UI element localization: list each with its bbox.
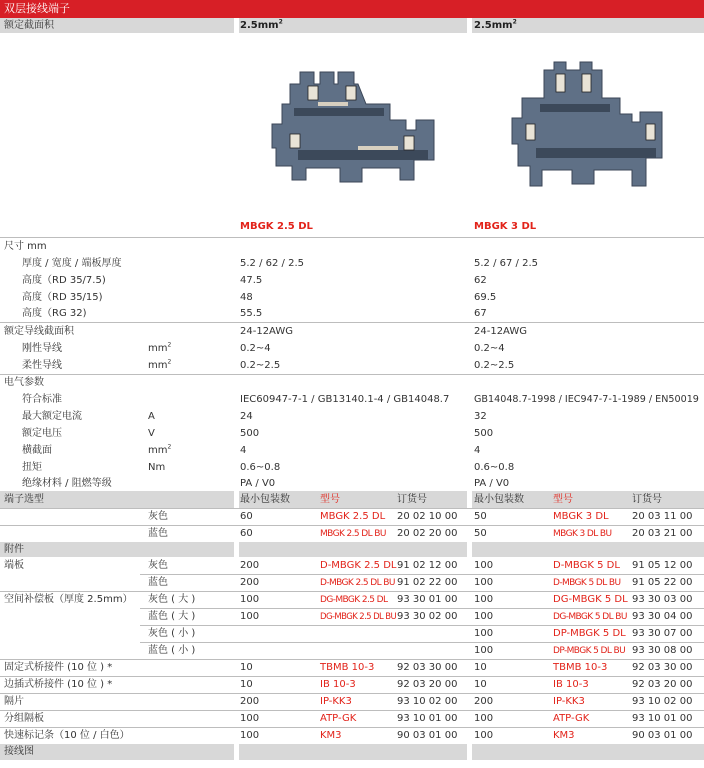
- endplate-row: 端板 灰色 200 D-MBGK 2.5 DL 91 02 12 00 100 D-MBGK 5 DL 91 05 12 00: [4, 560, 693, 571]
- spacer-row: 蓝色 ( 大 ) 100 DG-MBGK 2.5 DL BU 93 30 02 00 100 DG-MBGK 5 DL BU 93 30 04 00: [148, 611, 693, 622]
- elec-row: 最大额定电流 A 24 32: [22, 411, 487, 422]
- accessory-row: 边插式桥接件 (10 位 ) * 10 IB 10-3 92 03 20 00 10 IB 10-3 92 03 20 00: [4, 679, 693, 690]
- spacer-row: 空间补偿板（厚度 2.5mm） 灰色 ( 大 ) 100 DG-MBGK 2.5 DL 93 30 01 00 100 DG-MBGK 5 DL 93 30 03 00: [4, 594, 693, 605]
- wire-heading: 额定导线截面积 24-12AWG 24-12AWG: [4, 326, 527, 337]
- terminal-block-image-left: [258, 64, 448, 194]
- selection-header: 端子选型 最小包装数 型号 订货号 最小包装数 型号 订货号: [0, 491, 704, 508]
- dimensions-heading: 尺寸 mm: [4, 241, 47, 252]
- accessory-row: 隔片 200 IP-KK3 93 10 02 00 200 IP-KK3 93 10 02 00: [4, 696, 693, 707]
- dim-row: 高度（RD 35/7.5) 47.5 62: [22, 275, 487, 286]
- dim-row: 高度（RG 32) 55.5 67: [22, 308, 487, 319]
- spacer-row: 灰色 ( 小 ) 100 DP-MBGK 5 DL 93 30 07 00: [148, 628, 693, 639]
- elec-row: 额定电压 V 500 500: [22, 428, 494, 439]
- endplate-row: 蓝色 200 D-MBGK 2.5 DL BU 91 02 22 00 100 D-MBGK 5 DL BU 91 05 22 00: [148, 577, 693, 588]
- dim-row: 高度（RD 35/15) 48 69.5: [22, 292, 497, 303]
- product-name-col1: MBGK 2.5 DL: [240, 221, 313, 232]
- product-name-col2: MBGK 3 DL: [474, 221, 537, 232]
- wiring-diagram-header: 接线图: [0, 744, 704, 760]
- dim-row: 厚度 / 宽度 / 端板厚度 5.2 / 62 / 2.5 5.2 / 67 / 2.5: [22, 258, 538, 269]
- elec-row: 符合标准 IEC60947-7-1 / GB13140.1-4 / GB14048.7 GB14048.7-1998 / IEC947-7-1-1989 / EN50019: [22, 394, 699, 405]
- accessory-row: 快速标记条（10 位 / 白色） 100 KM3 90 03 01 00 100 KM3 90 03 01 00: [4, 730, 693, 741]
- electrical-heading: 电气参数: [4, 377, 44, 388]
- accessory-row: 分组隔板 100 ATP-GK 93 10 01 00 100 ATP-GK 93 10 01 00: [4, 713, 693, 724]
- terminal-block-image-right: [500, 58, 694, 198]
- wire-row: 柔性导线 $mm^2$ 0.2~2.5 0.2~2.5: [22, 358, 515, 371]
- accessory-row: 固定式桥接件 (10 位 ) * 10 TBMB 10-3 92 03 30 00 10 TBMB 10-3 92 03 30 00: [4, 662, 693, 673]
- elec-row: 横截面 $mm^2$ 4 4: [22, 443, 481, 456]
- selection-row: 灰色 60 MBGK 2.5 DL 20 02 10 00 50 MBGK 3 DL 20 03 11 00: [148, 511, 693, 522]
- header-col1: $2.5mm^2$: [240, 18, 283, 31]
- spacer-row: 蓝色 ( 小 ) 100 DP-MBGK 5 DL BU 93 30 08 00: [148, 645, 693, 656]
- header-col2: $2.5mm^2$: [474, 18, 517, 31]
- elec-row: 扭矩 Nm 0.6~0.8 0.6~0.8: [22, 462, 515, 473]
- elec-row: 绝缘材料 / 阻燃等级 PA / V0 PA / V0: [22, 478, 510, 489]
- header-row: [0, 18, 704, 33]
- accessories-header: 附件: [0, 542, 704, 557]
- header-label: 额定截面积: [4, 20, 54, 31]
- section-title: 双层接线端子: [0, 0, 704, 18]
- wire-row: 刚性导线 $mm^2$ 0.2~4 0.2~4: [22, 341, 505, 354]
- selection-row: 蓝色 60 MBGK 2.5 DL BU 20 02 20 00 50 MBGK 3 DL BU 20 03 21 00: [148, 528, 693, 539]
